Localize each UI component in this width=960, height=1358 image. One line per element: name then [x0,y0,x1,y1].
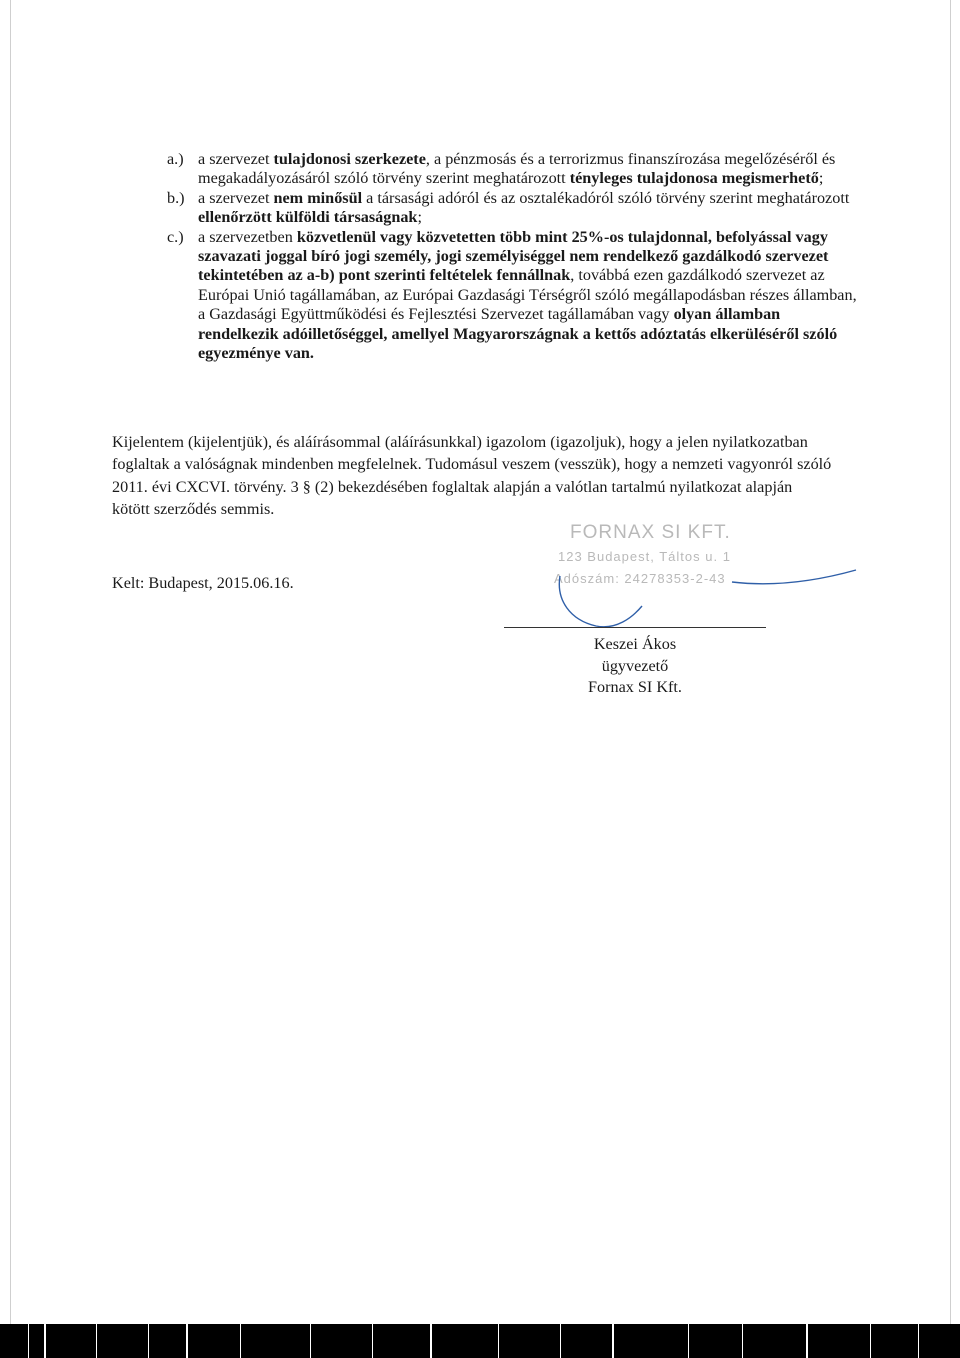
segment: , a pénzmosás és a terrorizmus finanszírozása megelőzéséről és megakadályozásáról szóló törvény szerint meghatározott [198,150,836,188]
signatory-name: Keszei Ákos [593,635,677,653]
list-item [167,150,857,189]
segment: a szervezetben [198,227,297,246]
signatory-block [504,634,766,699]
place-date: Kelt: Budapest, 2015.06.16. [112,574,294,592]
signatory-company: Fornax SI Kft. [588,678,682,696]
segment-bold: nem minősül [273,188,363,207]
conditions-list [167,150,857,363]
segment: , továbbá ezen gazdálkodó szervezet az Európai Unió tagállamában, az Európai Gazdasági Térségről szóló megállapodásban részes államban, a Gazdasági Együttműködési és Fejlesztési Szervezet tagállamában vagy [198,266,857,324]
list-item-label: b.) [167,188,185,207]
list-item-text [198,150,857,189]
segment-bold: ellenőrzött külföldi társaságnak [198,208,418,227]
handwritten-signature [556,560,876,635]
segment: ; [818,169,824,188]
segment-bold: közvetlenül vagy közvetetten több mint 25%-os tulajdonnal, befolyással vagy szavazati joggal bíró jogi személy, jogi személyiséggel nem rendelkező gazdálkodó szervezet tekintetében az a-b) pont szerinti feltételek fennállnak [198,227,829,285]
page-left-edge [10,0,11,1358]
signatory-role: ügyvezető [601,656,669,675]
signature-line [504,627,766,628]
list-item-text [198,228,857,364]
segment: a szervezet [198,188,274,207]
stamp-line-2: 123 Budapest, Táltos u. 1 [558,549,731,564]
list-item-text [198,189,857,228]
list-item [167,189,857,228]
segment-bold: olyan államban rendelkezik adóilletőséggel, amellyel Magyarországnak a kettős adóztatás elkerüléséről szóló egyezménye van. [198,305,838,363]
segment-bold: tényleges tulajdonosa megismerhető [569,169,819,188]
stamp-line-3: Adószám: 24278353-2-43 [554,571,726,586]
segment: a társasági adóról és az osztalékadóról szóló törvény szerint meghatározott [362,188,850,207]
list-item-label: a.) [167,150,184,168]
segment: ; [417,208,422,227]
page-right-edge [950,0,951,1358]
segment-bold: tulajdonosi szerkezete [273,150,426,168]
list-item-label: c.) [167,227,184,246]
segment: a szervezet [198,150,274,168]
scan-footer-band [0,1324,960,1358]
declaration-paragraph: Kijelentem (kijelentjük), és aláírásommal (aláírásunkkal) igazolom (igazoljuk), hogy a jelen nyilatkozatban foglaltak a valóságnak mindenben megfelelnek. Tudomásul veszem (vesszük), hogy a nemzeti vagyonról szóló 2011. évi CXCVI. törvény. 3 § (2) bekezdésében foglaltak alapján a valótlan tartalmú nyilatkozat alapján kötött szerződés semmis. [112,433,832,519]
stamp-line-1: FORNAX SI KFT. [570,522,731,543]
list-item [167,228,857,364]
